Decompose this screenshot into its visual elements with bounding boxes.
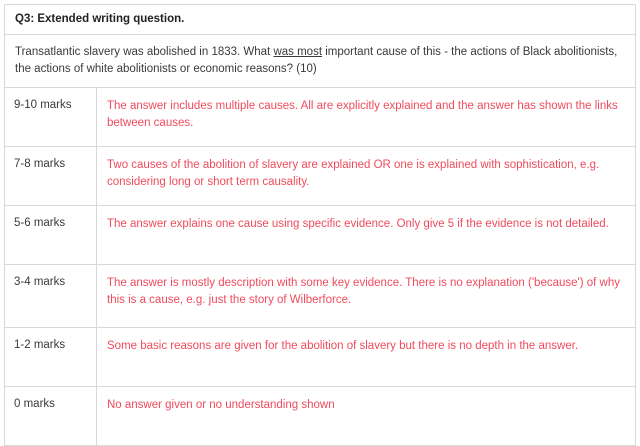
question-title: Q3: Extended writing question.: [15, 13, 185, 25]
band-marks: 0 marks: [5, 387, 97, 445]
band-descriptor: The answer includes multiple causes. All are explicitly explained and the answer has shown the links between causes.: [107, 100, 618, 129]
band-descriptor: The answer is mostly description with some key evidence. There is no explanation ('because') of why this is a cause, e.g. just the story of Wilberforce.: [107, 277, 620, 306]
question-prompt-underlined: was most: [273, 45, 323, 58]
band-descriptor: Some basic reasons are given for the abolition of slavery but there is no depth in the answer.: [107, 340, 579, 353]
table-row: [5, 147, 635, 206]
band-marks: 1-2 marks: [5, 328, 97, 386]
question-prompt-part2: important cause of this - the actions of Black abolitionists, the actions of white abolitionists or economic reasons? (10): [15, 45, 618, 75]
band-descriptor: Two causes of the abolition of slavery are explained OR one is explained with sophistication, e.g. considering long or short term causality.: [107, 159, 600, 188]
markscheme-table: [4, 4, 636, 446]
question-prompt: [15, 44, 625, 77]
band-descriptor: The answer explains one cause using specific evidence. Only give 5 if the evidence is not detailed.: [107, 218, 609, 231]
question-header-row: [5, 5, 635, 35]
table-row: [5, 387, 635, 446]
table-row: [5, 328, 635, 387]
band-marks: 5-6 marks: [5, 206, 97, 264]
question-prompt-part1: Transatlantic slavery was abolished in 1833. What: [15, 45, 274, 58]
table-row: [5, 265, 635, 328]
table-row: [5, 88, 635, 147]
band-marks: 7-8 marks: [5, 147, 97, 205]
table-row: [5, 206, 635, 265]
band-descriptor: No answer given or no understanding shown: [107, 399, 335, 412]
question-text-row: [5, 35, 635, 88]
band-marks: 3-4 marks: [5, 265, 97, 327]
band-marks: 9-10 marks: [5, 88, 97, 146]
